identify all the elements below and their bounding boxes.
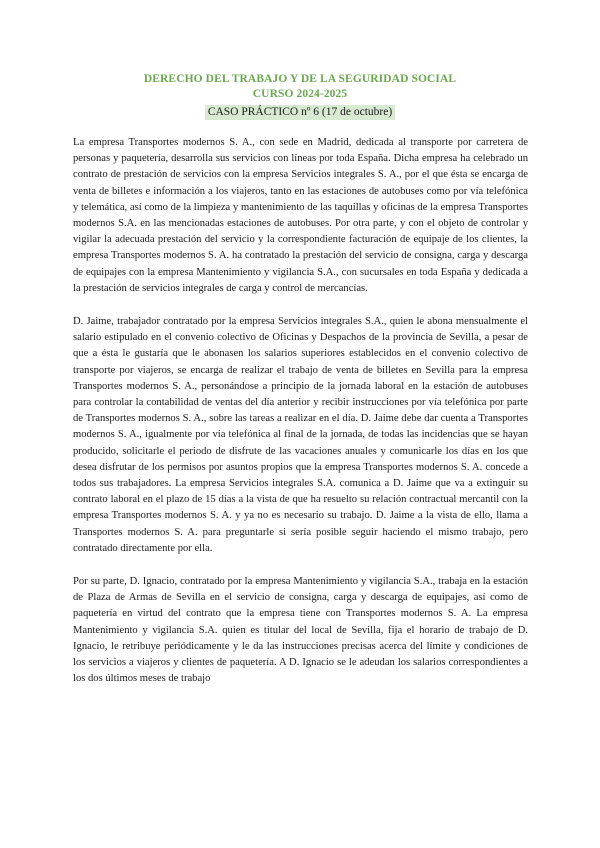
document-title: DERECHO DEL TRABAJO Y DE LA SEGURIDAD SOCIAL <box>143 73 457 85</box>
paragraph-1: La empresa Transportes modernos S. A., con sede en Madrid, dedicada al transporte por carretera de personas y paquetería, desarrolla sus servicios con líneas por toda España. Dicha empresa ha celebrado un contrato de prestación de servicios con la empresa Servicios integrales S. A., por el que ésta se encarga de venta de billetes e información a los viajeros, tanto en las estaciones de autobuses como por vía telefónica y telemática, así como de la limpieza y mantenimiento de las taquillas y oficinas de la empresa Transportes modernos S.A. en las mencionadas estaciones de autobuses. Por otra parte, y con el objeto de controlar y vigilar la adecuada prestación del servicio y la correspondiente facturación de equipaje de los clientes, la empresa Transportes modernos S. A. ha contratado la prestación del servicio de consigna, carga y descarga de equipajes con la empresa Mantenimiento y vigilancia S.A., con sucursales en toda España y dedicada a la prestación de servicios integrales de carga y control de mercancías. <box>73 137 528 294</box>
case-label: CASO PRÁCTICO nº 6 (17 de octubre) <box>205 105 395 120</box>
course-label: CURSO 2024-2025 <box>252 88 348 100</box>
document-header <box>0 72 600 120</box>
paragraph-3: Por su parte, D. Ignacio, contratado por la empresa Mantenimiento y vigilancia S.A., trabaja en la estación de Plaza de Armas de Sevilla en el servicio de consigna, carga y descarga de equipajes, así como de paquetería en virtud del contrato que la empresa tiene con Transportes modernos S. A. La empresa Mantenimiento y vigilancia S.A. quien es titular del local de Sevilla, fija el horario de trabajo de D. Ignacio, le retribuye periódicamente y le da las instrucciones precisas acerca del límite y condiciones de los servicios a viajeros y clientes de paquetería. A D. Ignacio se le adeudan los salarios correspondientes a los dos últimos meses de trabajo <box>73 576 528 685</box>
paragraph-2: D. Jaime, trabajador contratado por la empresa Servicios integrales S.A., quien le abona mensualmente el salario estipulado en el convenio colectivo de Oficinas y Despachos de la provincia de Sevilla, a pesar de que a ésta le gustaría que le abonasen los salarios superiores establecidos en el convenio colectivo de transporte por viajeros, se encarga de realizar el trabajo de venta de billetes en Sevilla para la empresa Transportes modernos S. A., personándose a principio de la jornada laboral en la estación de autobuses para controlar la contabilidad de ventas del día anterior y recibir instrucciones por vía telefónica por parte de Transportes modernos S. A., sobre las tareas a realizar en el día. D. Jaime debe dar cuenta a Transportes modernos S. A., igualmente por vía telefónica al final de la jornada, de todas las incidencias que se hayan producido, solicitarle el periodo de disfrute de las vacaciones anuales y comunicarle los días en los que desea disfrutar de los permisos por asuntos propios que la empresa Transportes modernos S. A. concede a todos sus trabajadores. La empresa Servicios integrales S.A. comunica a D. Jaime que va a extinguir su contrato laboral en el plazo de 15 días a la vista de que ha resuelto su relación contractual mercantil con la empresa Transportes modernos S. A. y ya no es necesario su trabajo. D. Jaime a la vista de ello, llama a Transportes modernos S. A. para preguntarle si sería posible seguir haciendo el mismo trabajo, pero contratado directamente por ella. <box>73 316 528 554</box>
document-body <box>73 135 528 705</box>
